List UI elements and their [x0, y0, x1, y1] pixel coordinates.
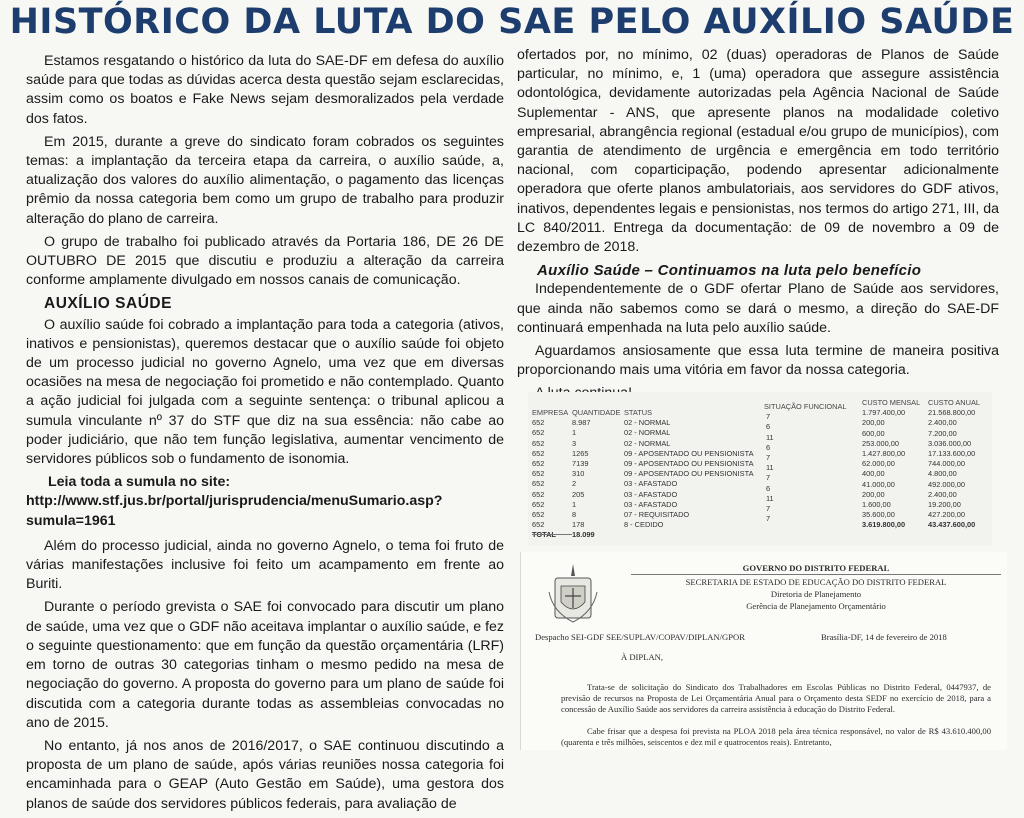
doc-paragraph-2: Cabe frisar que a despesa foi prevista na PLOA 2018 pela área técnica responsável, no valor de R$ 43.610.400,00 (quarenta e três milhões, seiscentos e dez mil e quatrocentos reais). Entretanto,	[561, 726, 991, 747]
table-cell: 7	[766, 453, 771, 463]
table-col-situacao	[764, 402, 847, 524]
table-cell: 03 - AFASTADO	[624, 489, 678, 499]
table-cell: 09 - APOSENTADO OU PENSIONISTA	[624, 459, 754, 469]
table-cell: 8.987	[572, 418, 591, 428]
cost-table-image	[528, 392, 992, 546]
strike-period-paragraph: Durante o período grevista o SAE foi convocado para discutir um plano de saúde, uma vez que o GDF não aceitava implantar o auxílio saúde, e fez o seguinte questionamento: que em função da questão orçamentária (LRF) em torno de outras 30 categorias tinham o mesmo pedido na mesa de negociação do governo. A proposta do governo para um plano de saúde foi discutida com a categoria durante todas as assembleias convocadas no ano de 2015.	[26, 599, 504, 731]
table-cell: 35.600,00	[862, 510, 895, 520]
doc-diretoria: Diretoria de Planejamento	[770, 589, 862, 599]
agnelo-paragraph: Além do processo judicial, ainda no governo Agnelo, o tema foi fruto de várias manifestações inclusive foi feito um acampamento em frente ao Buriti.	[26, 537, 504, 593]
table-cell: 09 - APOSENTADO OU PENSIONISTA	[624, 448, 754, 458]
table-cell: 744.000,00	[928, 459, 965, 469]
table-cell: 17.133.600,00	[928, 449, 976, 459]
table-cell: 492.000,00	[928, 479, 965, 489]
table-header: EMPRESA	[532, 408, 569, 417]
table-cell: 3	[572, 438, 577, 448]
table-cell: 7	[766, 412, 771, 422]
table-total-anual: 43.437.600,00	[928, 520, 976, 530]
table-cell: 21.568.800,00	[928, 408, 976, 418]
table-cell: 1	[572, 499, 577, 509]
table-cell: 652	[532, 469, 545, 479]
table-cell: 1265	[572, 448, 589, 458]
table-cell: 07 - REQUISITADO	[624, 510, 690, 520]
table-header: CUSTO ANUAL	[928, 398, 981, 407]
doc-paragraph-1: Trata-se de solicitação do Sindicato dos Trabalhadores em Escolas Públicas no Distrito Federal, 0447937, de previsão de recursos na Proposta de Lei Orçamentária Anual para o Orçamento desta SEDF no exercício de 2018, para a concessão de Auxílio Saúde aos servidores da carreira assistência à educação do Distrito Federal.	[561, 682, 991, 714]
left-column	[26, 52, 504, 818]
table-cell: 7	[766, 504, 771, 514]
table-cell: 652	[532, 418, 545, 428]
doc-addressee: À DIPLAN,	[621, 652, 664, 662]
table-col-custo-anual	[928, 398, 980, 531]
table-cell: 09 - APOSENTADO OU PENSIONISTA	[624, 469, 754, 479]
table-cell: 200,00	[862, 489, 885, 499]
doc-gerencia: Gerência de Planejamento Orçamentário	[746, 601, 886, 611]
continuation-paragraph: ofertados por, no mínimo, 02 (duas) operadoras de Planos de Saúde particular, no mínimo, e, 1 (uma) operadora que assegure assistência odontológica, devidamente autorizadas pela Agência Nacional de Saúde Suplementar - ANS, que apresente planos na modalidade coletivo empresarial, abrangência regional (estadual e/ou grupo de municípios), com garantia de atendimento de urgência e emergência em todo território nacional, com coparticipação, podendo apresentar adicionalmente operadora que oferte planos ambulatoriais, aos servidores do GDF ativos, inativos, dependentes legais e pensionistas, nos termos do artigo 271, III, da LC 840/2011. Entrega da documentação: de 09 de novembro a 09 de dezembro de 2018.	[517, 47, 999, 256]
table-header: QUANTIDADE	[572, 408, 621, 417]
auxilio-paragraph: O auxílio saúde foi cobrado a implantação para toda a categoria (ativos, inativos e pensionistas), queremos destacar que o auxílio saúde foi objeto de um processo judicial no governo Agnelo, uma vez que em diversas ocasiões na mesa de negociação foi prometido e não contemplado. Quanto a ação judicial foi julgada com a seguinte sentença: o tribunal aplicou a sumula vinculante nº 37 do STF que diz na sua essência: não cabe ao poder judiciário, que não tem função legislativa, aumentar vencimento de servidores públicos sob o fundamento de isonomia.	[26, 316, 504, 468]
table-header: CUSTO MENSAL	[862, 398, 921, 407]
table-cell: 652	[532, 499, 545, 509]
table-cell: 1.797.400,00	[862, 408, 906, 418]
table-cell: 310	[572, 469, 585, 479]
coat-of-arms-icon	[543, 562, 603, 626]
doc-date: Brasília-DF, 14 de fevereiro de 2018	[821, 632, 947, 642]
hope-paragraph: Aguardamos ansiosamente que essa luta termine de maneira positiva proporcionando mais uma vitória em favor da nossa categoria.	[517, 343, 999, 379]
table-cell: 1.427.800,00	[862, 449, 906, 459]
table-cell: 2.400,00	[928, 418, 957, 428]
table-cell: 03 - AFASTADO	[624, 479, 678, 489]
table-cell: 11	[766, 493, 774, 503]
total-divider	[532, 534, 572, 535]
table-cell: 652	[532, 448, 545, 458]
table-cell: 02 - NORMAL	[624, 418, 671, 428]
table-cell: 7	[766, 473, 771, 483]
table-cell: 652	[532, 479, 545, 489]
table-cell: 8 - CEDIDO	[624, 520, 664, 530]
table-cell: 3.036.000,00	[928, 438, 972, 448]
table-cell: 652	[532, 428, 545, 438]
sumula-link[interactable]: Leia toda a sumula no site: http://www.stf.jus.br/portal/jurisprudencia/menuSumario.asp?sumula=1961	[26, 474, 443, 529]
right-column	[517, 46, 999, 408]
table-cell: 41.000,00	[862, 479, 895, 489]
table-cell: 652	[532, 510, 545, 520]
table-cell: 427.200,00	[928, 510, 965, 520]
table-header: SITUAÇÃO FUNCIONAL	[764, 402, 847, 411]
table-cell: 02 - NORMAL	[624, 428, 671, 438]
table-cell: 1.600,00	[862, 500, 891, 510]
table-cell: 19.200,00	[928, 500, 961, 510]
table-cell: 62.000,00	[862, 459, 895, 469]
table-cell: 400,00	[862, 469, 885, 479]
table-cell: 200,00	[862, 418, 885, 428]
table-total-quantidade: 18.099	[572, 530, 595, 540]
table-header: STATUS	[624, 408, 653, 417]
table-cell: 7.200,00	[928, 428, 957, 438]
table-cell: 6	[766, 483, 771, 493]
table-cell: 253.000,00	[862, 438, 899, 448]
table-col-custo-mensal	[862, 398, 920, 531]
table-cell: 652	[532, 489, 545, 499]
table-cell: 4.800,00	[928, 469, 957, 479]
table-cell: 652	[532, 459, 545, 469]
table-total-label: TOTAL	[532, 530, 556, 540]
section-heading-auxilio: AUXÍLIO SAÚDE	[44, 295, 172, 313]
table-cell: 600,00	[862, 428, 885, 438]
table-cell: 03 - AFASTADO	[624, 499, 678, 509]
table-cell: 02 - NORMAL	[624, 438, 671, 448]
independent-paragraph: Independentemente de o GDF ofertar Plano de Saúde aos servidores, que ainda não sabemos como se dará o mesmo, a direção do SAE-DF continuará empenhada na luta pelo auxílio saúde.	[517, 281, 999, 336]
table-col-empresa	[532, 408, 568, 541]
working-group-paragraph: O grupo de trabalho foi publicado através da Portaria 186, DE 26 DE OUTUBRO DE 2015 que discutiu e produziu a alteração da carreira conforme amplamente divulgado em nossos canais de comunicação.	[26, 233, 504, 289]
table-cell: 11	[766, 463, 774, 473]
intro-paragraph: Estamos resgatando o histórico da luta do SAE-DF em defesa do auxílio saúde para que todas as dúvidas acerca desta questão sejam esclarecidas, assim como os boatos e Fake News sejam desmoralizados pela verdade dos fatos.	[26, 53, 504, 127]
doc-gov-heading: GOVERNO DO DISTRITO FEDERAL	[742, 563, 890, 573]
table-cell: 205	[572, 489, 585, 499]
table-cell: 6	[766, 422, 771, 432]
official-document-image	[520, 552, 1007, 750]
table-cell: 8	[572, 510, 577, 520]
table-total-mensal: 3.619.800,00	[862, 520, 906, 530]
table-cell: 652	[532, 520, 545, 530]
strike-2015-paragraph: Em 2015, durante a greve do sindicato foram cobrados os seguintes temas: a implantação da terceira etapa da carreira, o auxílio saúde, a, atualização dos valores do auxílio alimentação, o pagamento das licenças prêmio da nossa categoria bem como um grupo de trabalho para produzir alteração do plano de carreira.	[26, 133, 504, 227]
table-col-quantidade	[572, 408, 620, 541]
table-cell: 11	[766, 432, 774, 442]
doc-despacho: Despacho SEI-GDF SEE/SUPLAV/COPAV/DIPLAN/GPOR	[535, 632, 745, 642]
table-col-status	[624, 408, 754, 530]
geap-paragraph: No entanto, já nos anos de 2016/2017, o SAE continuou discutindo a proposta de um plano de saúde, após várias reuniões nossa categoria foi encaminhada para o GEAP (Auto Gestão em Saúde), uma gestora dos planos de saúde dos servidores públicos federais, para avaliação de	[26, 737, 504, 812]
doc-secretaria: SECRETARIA DE ESTADO DE EDUCAÇÃO DO DISTRITO FEDERAL	[631, 574, 1001, 588]
section-heading-continuamos: Auxílio Saúde – Continuamos na luta pelo benefício	[537, 262, 922, 280]
table-cell: 7139	[572, 459, 589, 469]
table-cell: 178	[572, 520, 585, 530]
table-cell: 2	[572, 479, 577, 489]
page-title: HISTÓRICO DA LUTA DO SAE PELO AUXÍLIO SAÚDE	[9, 2, 1015, 42]
table-cell: 652	[532, 438, 545, 448]
table-cell: 7	[766, 514, 771, 524]
table-cell: 6	[766, 442, 771, 452]
table-cell: 1	[572, 428, 577, 438]
table-cell: 2.400,00	[928, 489, 957, 499]
